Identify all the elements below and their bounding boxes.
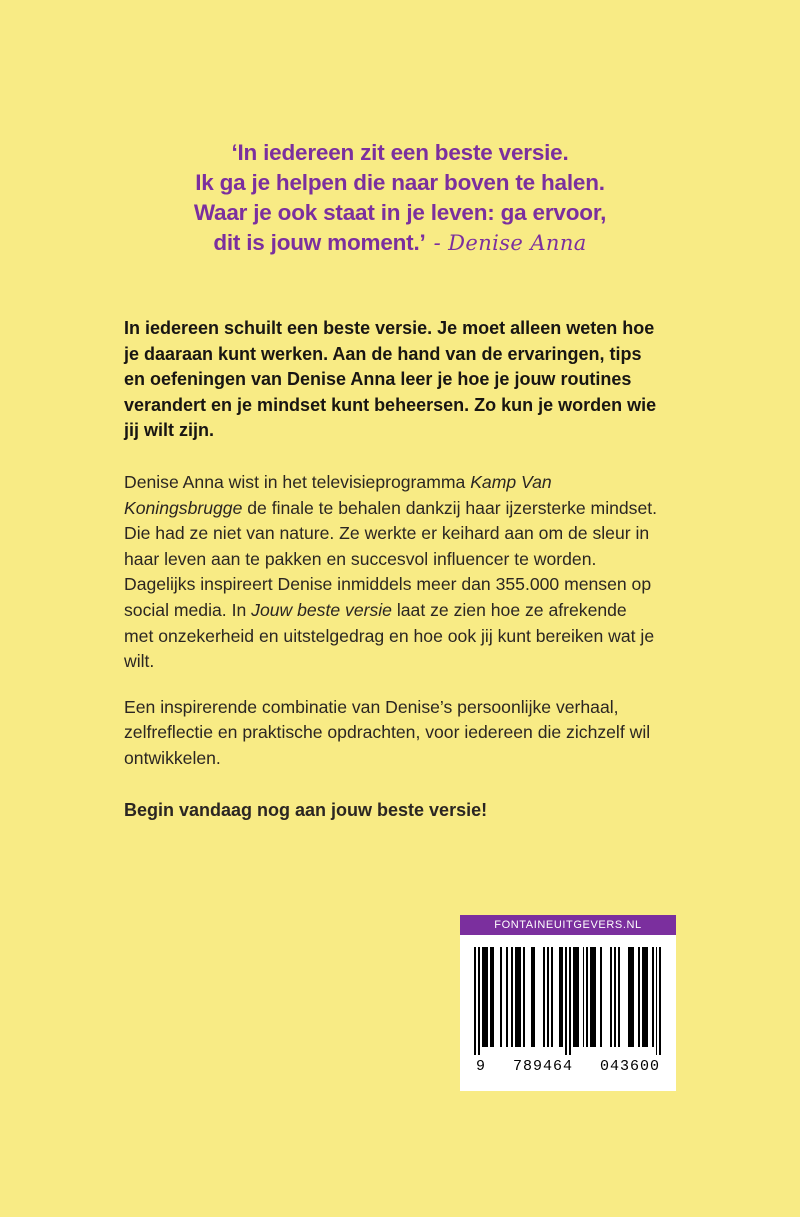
publisher-website-bar: FONTAINEUITGEVERS.NL <box>460 915 676 935</box>
barcode-bars <box>474 947 662 1055</box>
blurb-lead-paragraph: In iedereen schuilt een beste versie. Je moet alleen weten hoe je daaraan kunt werken. Aan de hand van de ervaringen, tips en oefeningen van Denise Anna leer je hoe je jouw routines verandert en je mindset kunt beheersen. Zo kun je worden wie jij wilt zijn. <box>124 318 657 441</box>
pull-quote-line-1: ‘In iedereen zit een beste versie. <box>231 140 569 165</box>
pull-quote-attribution: - Denise Anna <box>433 231 587 255</box>
blurb-call-to-action: Begin vandaag nog aan jouw beste versie! <box>124 799 488 820</box>
pull-quote-line-4: dit is jouw moment.’ <box>213 230 426 255</box>
blurb-body-paragraph <box>124 470 660 675</box>
blurb-body-italic-1: Kamp Van Koningsbrugge <box>124 471 552 518</box>
blurb-body-italic-2: Jouw beste versie <box>251 599 392 620</box>
blurb-text <box>124 316 660 823</box>
barcode-group-1: 789464 <box>512 1058 573 1075</box>
barcode-group-2: 043600 <box>599 1058 660 1075</box>
blurb-closing-paragraph: Een inspirerende combinatie van Denise’s persoonlijke verhaal, zelfreflectie en praktische opdrachten, voor iedereen die zichzelf wil ontwikkelen. <box>124 696 651 768</box>
barcode-digits <box>474 1055 662 1085</box>
barcode-block <box>460 915 676 1091</box>
pull-quote-line-2: Ik ga je helpen die naar boven te halen. <box>195 170 605 195</box>
pull-quote <box>0 138 800 258</box>
blurb-body-part-1: Denise Anna wist in het televisieprogramma <box>124 471 471 492</box>
blurb-body-part-2: de finale te behalen dankzij haar ijzersterke mindset. Die had ze niet van nature. Ze werkte er keihard aan om de sleur in haar leven aan te pakken en succesvol influencer te worden. Dagelijks inspireert Denise inmiddels meer dan 355.000 mensen op social media. In <box>124 497 658 620</box>
barcode-lead-digit: 9 <box>476 1058 487 1075</box>
pull-quote-line-3: Waar je ook staat in je leven: ga ervoor, <box>193 200 607 225</box>
blurb-body-part-3: laat ze zien hoe ze afrekende met onzekerheid en uitstelgedrag en hoe ook jij kunt bereiken wat je wilt. <box>124 599 655 672</box>
barcode-area <box>460 935 676 1091</box>
